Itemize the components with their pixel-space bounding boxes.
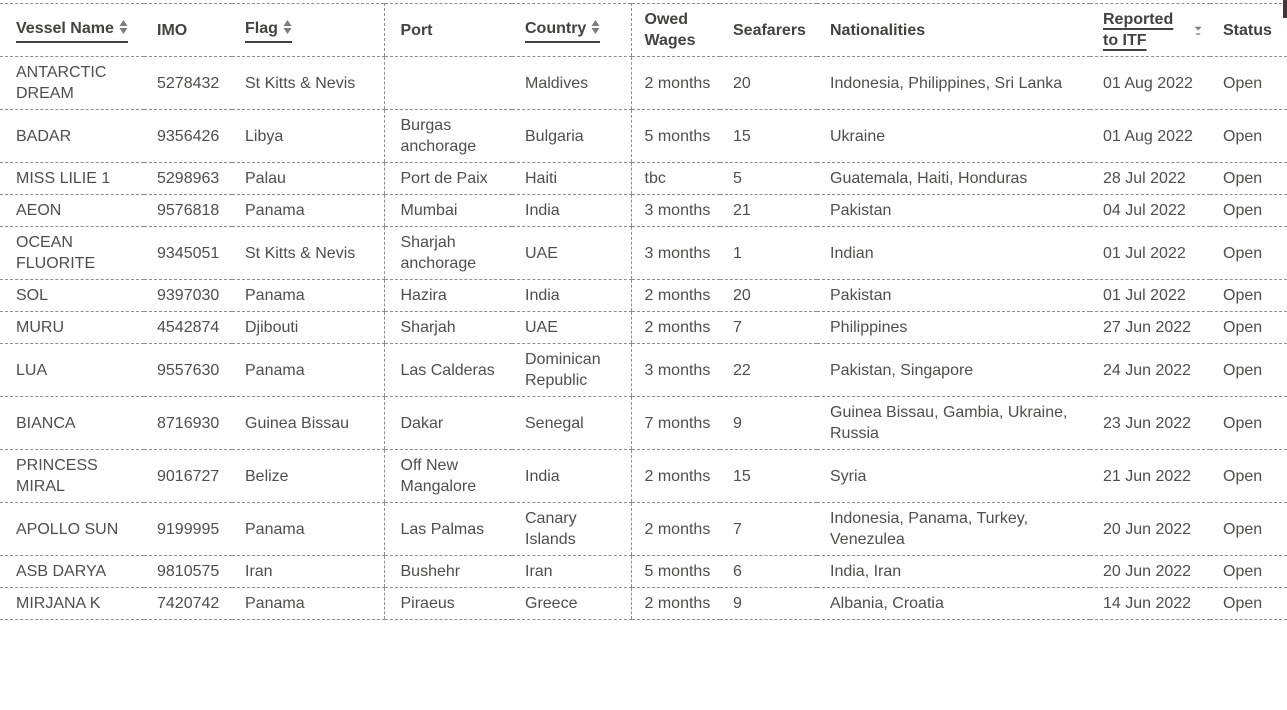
cell-reported-to-itf: 01 Aug 2022 xyxy=(1090,110,1210,163)
cell-country: Maldives xyxy=(512,57,631,110)
cell-reported-to-itf: 20 Jun 2022 xyxy=(1090,503,1210,556)
cell-flag: Panama xyxy=(232,588,384,620)
column-header-vessel-name xyxy=(0,4,144,57)
cell-country: UAE xyxy=(512,227,631,280)
table-row xyxy=(0,397,1287,450)
table-row xyxy=(0,280,1287,312)
cell-imo: 9576818 xyxy=(144,195,232,227)
cell-status: Open xyxy=(1210,503,1287,556)
cell-seafarers: 7 xyxy=(720,503,817,556)
sort-button-flag[interactable] xyxy=(245,18,292,43)
cell-imo: 4542874 xyxy=(144,312,232,344)
cell-reported-to-itf: 23 Jun 2022 xyxy=(1090,397,1210,450)
cell-nationalities: Ukraine xyxy=(817,110,1090,163)
cell-country: India xyxy=(512,450,631,503)
cell-reported-to-itf: 14 Jun 2022 xyxy=(1090,588,1210,620)
cell-flag: Iran xyxy=(232,556,384,588)
cell-country: Dominican Republic xyxy=(512,344,631,397)
cell-nationalities: Pakistan xyxy=(817,280,1090,312)
cell-seafarers: 9 xyxy=(720,397,817,450)
cell-vessel-name: APOLLO SUN xyxy=(0,503,144,556)
cell-vessel-name: MIRJANA K xyxy=(0,588,144,620)
cell-reported-to-itf: 27 Jun 2022 xyxy=(1090,312,1210,344)
cell-reported-to-itf: 04 Jul 2022 xyxy=(1090,195,1210,227)
sort-both-icon xyxy=(119,20,128,34)
cell-reported-to-itf: 21 Jun 2022 xyxy=(1090,450,1210,503)
column-label-imo: IMO xyxy=(157,21,188,39)
cell-reported-to-itf: 01 Aug 2022 xyxy=(1090,57,1210,110)
column-label-status: Status xyxy=(1223,21,1272,39)
cell-owed-wages: 7 months xyxy=(631,397,720,450)
cell-port: Sharjah anchorage xyxy=(384,227,512,280)
cell-owed-wages: 2 months xyxy=(631,312,720,344)
vessel-table xyxy=(0,3,1287,620)
sort-button-reported-to-itf[interactable]: Reported to ITF xyxy=(1103,11,1174,49)
table-row xyxy=(0,227,1287,280)
cell-imo: 9810575 xyxy=(144,556,232,588)
cell-vessel-name: BADAR xyxy=(0,110,144,163)
cell-vessel-name: MISS LILIE 1 xyxy=(0,163,144,195)
cell-owed-wages: 5 months xyxy=(631,110,720,163)
column-label-flag: Flag xyxy=(245,19,278,37)
cell-vessel-name: ASB DARYA xyxy=(0,556,144,588)
cell-flag: Libya xyxy=(232,110,384,163)
cell-seafarers: 1 xyxy=(720,227,817,280)
cell-imo: 5298963 xyxy=(144,163,232,195)
cell-vessel-name: OCEAN FLUORITE xyxy=(0,227,144,280)
cell-status: Open xyxy=(1210,280,1287,312)
cell-seafarers: 5 xyxy=(720,163,817,195)
cell-vessel-name: SOL xyxy=(0,280,144,312)
table-row xyxy=(0,450,1287,503)
cell-nationalities: Indian xyxy=(817,227,1090,280)
cell-country: Bulgaria xyxy=(512,110,631,163)
cell-country: India xyxy=(512,280,631,312)
column-header-imo xyxy=(144,4,232,57)
column-header-owed-wages xyxy=(631,4,720,57)
column-label-vessel-name: Vessel Name xyxy=(16,19,114,37)
cell-nationalities: Indonesia, Panama, Turkey, Venezulea xyxy=(817,503,1090,556)
cell-status: Open xyxy=(1210,588,1287,620)
column-header-status xyxy=(1210,4,1287,57)
cell-flag: Djibouti xyxy=(232,312,384,344)
cell-nationalities: Indonesia, Philippines, Sri Lanka xyxy=(817,57,1090,110)
column-label-port: Port xyxy=(400,21,433,39)
cell-owed-wages: tbc xyxy=(631,163,720,195)
column-header-flag xyxy=(232,4,384,57)
sort-descending-icon xyxy=(1194,24,1202,37)
column-label-nationalities: Nationalities xyxy=(830,21,926,39)
cell-vessel-name: PRINCESS MIRAL xyxy=(0,450,144,503)
column-label-seafarers: Seafarers xyxy=(733,21,806,39)
cell-nationalities: Philippines xyxy=(817,312,1090,344)
cell-port: Las Palmas xyxy=(384,503,512,556)
cell-reported-to-itf: 28 Jul 2022 xyxy=(1090,163,1210,195)
cell-nationalities: Albania, Croatia xyxy=(817,588,1090,620)
cell-seafarers: 20 xyxy=(720,280,817,312)
cell-status: Open xyxy=(1210,450,1287,503)
header-row xyxy=(0,4,1287,57)
cell-seafarers: 21 xyxy=(720,195,817,227)
column-label-country: Country xyxy=(525,19,587,37)
cell-imo: 9557630 xyxy=(144,344,232,397)
cell-reported-to-itf: 01 Jul 2022 xyxy=(1090,227,1210,280)
cell-port: Sharjah xyxy=(384,312,512,344)
cell-status: Open xyxy=(1210,57,1287,110)
cell-country: Canary Islands xyxy=(512,503,631,556)
cell-status: Open xyxy=(1210,344,1287,397)
sort-button-vessel-name[interactable] xyxy=(16,18,128,43)
table-row xyxy=(0,344,1287,397)
cell-status: Open xyxy=(1210,195,1287,227)
table-row xyxy=(0,503,1287,556)
cell-imo: 9016727 xyxy=(144,450,232,503)
cell-flag: Panama xyxy=(232,280,384,312)
column-header-nationalities xyxy=(817,4,1090,57)
cell-owed-wages: 2 months xyxy=(631,588,720,620)
cell-status: Open xyxy=(1210,110,1287,163)
cell-flag: St Kitts & Nevis xyxy=(232,227,384,280)
cell-seafarers: 15 xyxy=(720,450,817,503)
cell-nationalities: Guatemala, Haiti, Honduras xyxy=(817,163,1090,195)
cell-flag: Panama xyxy=(232,195,384,227)
column-header-seafarers xyxy=(720,4,817,57)
table-row xyxy=(0,588,1287,620)
table-row xyxy=(0,195,1287,227)
cell-imo: 9199995 xyxy=(144,503,232,556)
cell-seafarers: 22 xyxy=(720,344,817,397)
cell-nationalities: India, Iran xyxy=(817,556,1090,588)
cell-port: Las Calderas xyxy=(384,344,512,397)
cell-imo: 7420742 xyxy=(144,588,232,620)
cell-imo: 9345051 xyxy=(144,227,232,280)
cell-status: Open xyxy=(1210,397,1287,450)
cell-vessel-name: BIANCA xyxy=(0,397,144,450)
cell-reported-to-itf: 24 Jun 2022 xyxy=(1090,344,1210,397)
cell-status: Open xyxy=(1210,227,1287,280)
cell-port: Burgas anchorage xyxy=(384,110,512,163)
cell-port: Hazira xyxy=(384,280,512,312)
cell-owed-wages: 3 months xyxy=(631,344,720,397)
cell-country: Haiti xyxy=(512,163,631,195)
cell-country: UAE xyxy=(512,312,631,344)
cell-status: Open xyxy=(1210,312,1287,344)
cell-flag: Palau xyxy=(232,163,384,195)
cell-owed-wages: 2 months xyxy=(631,57,720,110)
sort-button-country[interactable] xyxy=(525,18,600,43)
column-header-port xyxy=(384,4,512,57)
sort-both-icon xyxy=(591,20,600,34)
cell-imo: 9397030 xyxy=(144,280,232,312)
cell-vessel-name: ANTARCTIC DREAM xyxy=(0,57,144,110)
cell-vessel-name: MURU xyxy=(0,312,144,344)
cell-seafarers: 9 xyxy=(720,588,817,620)
cell-seafarers: 6 xyxy=(720,556,817,588)
cell-owed-wages: 2 months xyxy=(631,450,720,503)
table-row xyxy=(0,110,1287,163)
cell-vessel-name: AEON xyxy=(0,195,144,227)
cell-nationalities: Syria xyxy=(817,450,1090,503)
cell-imo: 9356426 xyxy=(144,110,232,163)
cell-port: Piraeus xyxy=(384,588,512,620)
table-row xyxy=(0,312,1287,344)
cell-flag: Guinea Bissau xyxy=(232,397,384,450)
cell-reported-to-itf: 01 Jul 2022 xyxy=(1090,280,1210,312)
sort-both-icon xyxy=(283,20,292,34)
cell-reported-to-itf: 20 Jun 2022 xyxy=(1090,556,1210,588)
cell-port xyxy=(384,57,512,110)
cell-port: Dakar xyxy=(384,397,512,450)
cell-owed-wages: 5 months xyxy=(631,556,720,588)
cell-nationalities: Guinea Bissau, Gambia, Ukraine, Russia xyxy=(817,397,1090,450)
cell-imo: 5278432 xyxy=(144,57,232,110)
cell-status: Open xyxy=(1210,556,1287,588)
vertical-scrollbar-thumb[interactable] xyxy=(1283,0,1287,18)
cell-imo: 8716930 xyxy=(144,397,232,450)
column-header-reported-to-itf xyxy=(1090,4,1210,57)
cell-country: Greece xyxy=(512,588,631,620)
cell-owed-wages: 3 months xyxy=(631,195,720,227)
column-header-country xyxy=(512,4,631,57)
cell-country: India xyxy=(512,195,631,227)
cell-country: Senegal xyxy=(512,397,631,450)
cell-flag: Panama xyxy=(232,344,384,397)
table-row xyxy=(0,57,1287,110)
cell-flag: Belize xyxy=(232,450,384,503)
cell-flag: Panama xyxy=(232,503,384,556)
cell-flag: St Kitts & Nevis xyxy=(232,57,384,110)
cell-country: Iran xyxy=(512,556,631,588)
cell-port: Bushehr xyxy=(384,556,512,588)
cell-seafarers: 15 xyxy=(720,110,817,163)
cell-nationalities: Pakistan xyxy=(817,195,1090,227)
cell-status: Open xyxy=(1210,163,1287,195)
cell-owed-wages: 2 months xyxy=(631,280,720,312)
cell-owed-wages: 2 months xyxy=(631,503,720,556)
cell-port: Mumbai xyxy=(384,195,512,227)
table-row xyxy=(0,556,1287,588)
column-label-owed-wages: Owed Wages xyxy=(644,11,696,49)
cell-port: Port de Paix xyxy=(384,163,512,195)
cell-port: Off New Mangalore xyxy=(384,450,512,503)
cell-seafarers: 20 xyxy=(720,57,817,110)
table-row xyxy=(0,163,1287,195)
cell-owed-wages: 3 months xyxy=(631,227,720,280)
cell-vessel-name: LUA xyxy=(0,344,144,397)
cell-nationalities: Pakistan, Singapore xyxy=(817,344,1090,397)
cell-seafarers: 7 xyxy=(720,312,817,344)
